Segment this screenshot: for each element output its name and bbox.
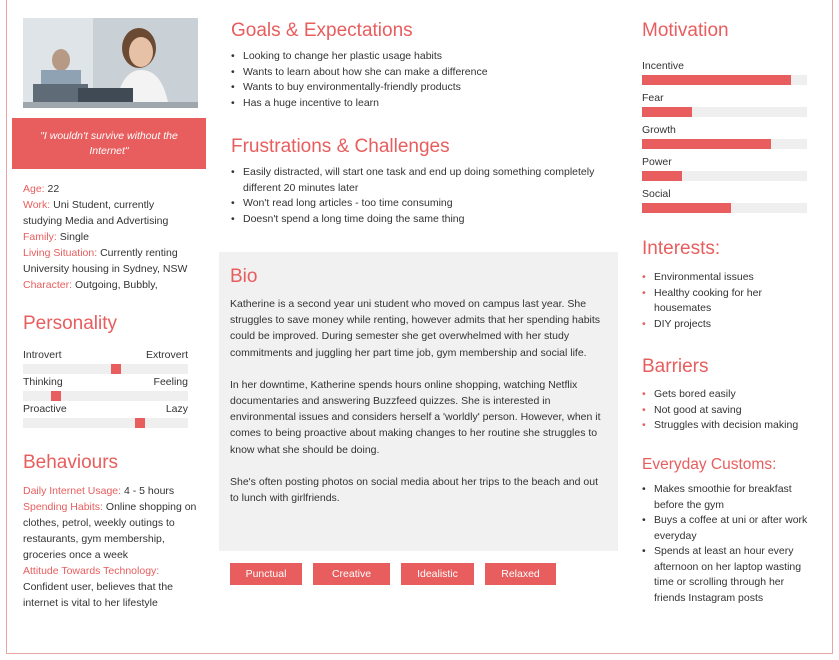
motivation-title: Motivation <box>642 20 729 41</box>
motivation-label: Fear <box>642 92 664 104</box>
interests-list <box>642 270 792 332</box>
motivation-bar <box>642 188 807 213</box>
work-value: Uni Student, currently studying Media and Advertising <box>23 199 169 227</box>
personality-slider <box>23 403 188 428</box>
list-item: • Buys a coffee at uni or after work everyday <box>642 513 818 544</box>
motivation-bar <box>642 60 807 85</box>
trait-tag: Creative <box>313 563 390 585</box>
list-item: • Easily distracted, will start one task and end up doing something completely different 20 minutes later <box>231 165 613 196</box>
interests-title: Interests: <box>642 238 721 259</box>
customs-title: Everyday Customs: <box>642 456 777 473</box>
slider-left-label: Introvert <box>23 349 62 361</box>
slider-track <box>23 364 188 374</box>
motivation-fill <box>642 203 731 213</box>
motivation-fill <box>642 171 682 181</box>
list-item: • Doesn't spend a long time doing the same thing <box>231 212 613 228</box>
bio-title: Bio <box>230 266 258 287</box>
list-item: • Struggles with decision making <box>642 418 822 434</box>
internet-usage-row: Daily Internet Usage: 4 - 5 hours <box>23 485 175 497</box>
family-row: Family: Single <box>23 231 89 243</box>
goals-list <box>231 49 611 111</box>
list-item: • Looking to change her plastic usage habits <box>231 49 611 65</box>
character-value: Outgoing, Bubbly, <box>74 279 158 291</box>
slider-right-label: Feeling <box>153 376 188 388</box>
slider-track <box>23 418 188 428</box>
motivation-track <box>642 107 807 117</box>
attitude-row: Attitude Towards Technology: Confident user, believes that the internet is vital to her lifestyle <box>23 565 174 609</box>
living-row: Living Situation: Currently renting University housing in Sydney, NSW <box>23 247 188 275</box>
slider-knob <box>51 391 61 401</box>
personality-slider <box>23 349 188 374</box>
slider-track <box>23 391 188 401</box>
trait-tag: Relaxed <box>485 563 556 585</box>
personality-title: Personality <box>23 313 117 334</box>
motivation-fill <box>642 107 692 117</box>
trait-tag: Idealistic <box>401 563 474 585</box>
bio-panel <box>219 252 618 551</box>
personality-slider <box>23 376 188 401</box>
persona-quote: "I wouldn't survive without the Internet" <box>12 118 206 169</box>
list-item: • Won't read long articles - too time consuming <box>231 196 613 212</box>
motivation-bar <box>642 124 807 149</box>
motivation-fill <box>642 139 771 149</box>
bio-paragraph: In her downtime, Katherine spends hours online shopping, watching Netflix documentaries and answering Buzzfeed quizzes. She is interested in environmental issues and considers herself a 'worldly' person. However, when it comes to being proactive about making changes to her routine she struggles to know what she should be doing. <box>230 378 601 456</box>
slider-knob <box>135 418 145 428</box>
list-item: • Wants to learn about how she can make a difference <box>231 65 611 81</box>
bio-paragraph: She's often posting photos on social media about her trips to the beach and out to lunch with girlfriends. <box>230 475 599 505</box>
motivation-label: Power <box>642 156 672 168</box>
list-item: • Makes smoothie for breakfast before the gym <box>642 482 818 513</box>
work-row: Work: Uni Student, currently studying Media and Advertising <box>23 199 169 227</box>
motivation-track <box>642 75 807 85</box>
motivation-track <box>642 171 807 181</box>
motivation-label: Social <box>642 188 671 200</box>
slider-right-label: Extrovert <box>145 349 188 361</box>
motivation-track <box>642 139 807 149</box>
slider-right-label: Lazy <box>165 403 188 415</box>
trait-tags <box>230 563 556 585</box>
age-row: Age: 22 <box>23 183 60 195</box>
list-item: • Gets bored easily <box>642 387 822 403</box>
behaviours-title: Behaviours <box>23 452 119 473</box>
list-item: • Environmental issues <box>642 270 792 286</box>
bio-paragraph: Katherine is a second year uni student who moved on campus last year. She struggles to save money while renting, however admits that her spending habits could be improved. During semester she get overwhelmed with her study commitments and juggling her part time job, gym membership and social life. <box>230 298 601 359</box>
barriers-title: Barriers <box>642 356 709 377</box>
spending-habits-row: Spending Habits: Online shopping on clothes, petrol, weekly outings to restaurants, gym membership, groceries once a week <box>23 501 197 561</box>
motivation-bar <box>642 156 807 181</box>
list-item: • Has a huge incentive to learn <box>231 96 611 112</box>
persona-photo <box>23 18 198 108</box>
motivation-label: Growth <box>642 124 676 136</box>
behaviours-info <box>23 483 198 611</box>
motivation-bar <box>642 92 807 117</box>
list-item: • DIY projects <box>642 317 792 333</box>
frustrations-title: Frustrations & Challenges <box>231 136 450 157</box>
list-item: • Spends at least an hour every afternoon on her laptop wasting time or scrolling through her friends Instagram posts <box>642 544 818 606</box>
age-value: 22 <box>47 183 60 195</box>
profile-info <box>23 181 193 293</box>
living-value: Currently renting University housing in Sydney, NSW <box>23 247 188 275</box>
barriers-list <box>642 387 822 434</box>
frustrations-list <box>231 165 613 227</box>
slider-left-label: Proactive <box>23 403 67 415</box>
list-item: • Wants to buy environmentally-friendly products <box>231 80 611 96</box>
family-value: Single <box>59 231 89 243</box>
motivation-fill <box>642 75 791 85</box>
trait-tag: Punctual <box>230 563 302 585</box>
customs-list <box>642 482 818 606</box>
motivation-label: Incentive <box>642 60 685 72</box>
motivation-track <box>642 203 807 213</box>
list-item: • Not good at saving <box>642 403 822 419</box>
slider-left-label: Thinking <box>23 376 63 388</box>
list-item: • Healthy cooking for her housemates <box>642 286 792 317</box>
character-row: Character: Outgoing, Bubbly, <box>23 279 158 291</box>
goals-title: Goals & Expectations <box>231 20 413 41</box>
slider-knob <box>111 364 121 374</box>
